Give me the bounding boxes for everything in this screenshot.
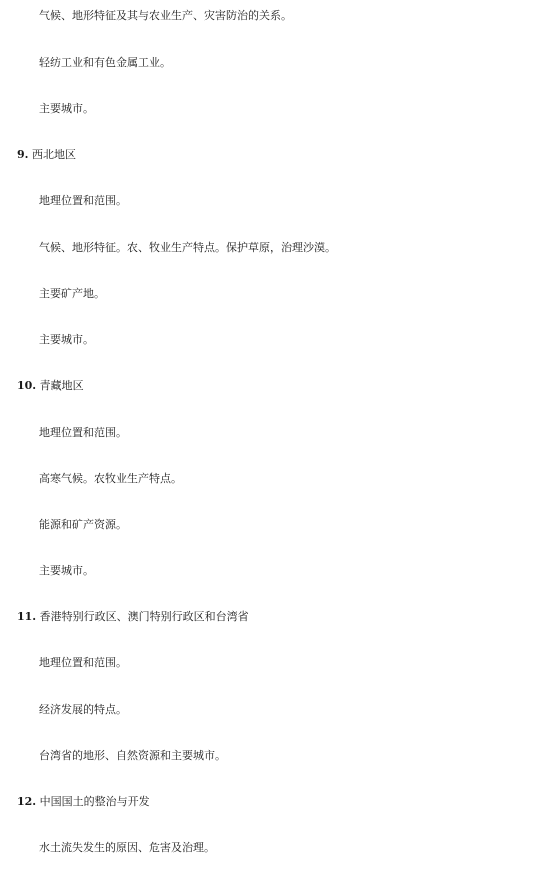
section-heading [17, 795, 150, 809]
section-item: 水土流失发生的原因、危害及治理。 [39, 841, 215, 854]
intro-item: 气候、地形特征及其与农业生产、灾害防治的关系。 [39, 9, 292, 22]
section-item: 主要城市。 [39, 333, 94, 346]
section-number: 11. [17, 610, 37, 623]
section-item: 气候、地形特征。农、牧业生产特点。保护草原，治理沙漠。 [39, 241, 336, 254]
section-heading [17, 379, 84, 393]
section-item: 能源和矿产资源。 [39, 518, 127, 531]
section-heading [17, 610, 249, 624]
section-item: 地理位置和范围。 [39, 656, 127, 669]
section-heading [17, 148, 76, 162]
section-number: 12. [17, 795, 37, 808]
section-item: 台湾省的地形、自然资源和主要城市。 [39, 749, 226, 762]
section-number: 9. [17, 148, 29, 161]
section-title: 香港特别行政区、澳门特别行政区和台湾省 [39, 610, 249, 623]
intro-item: 主要城市。 [39, 102, 94, 115]
section-title: 中国国土的整治与开发 [39, 795, 150, 808]
section-title: 青藏地区 [39, 379, 84, 392]
section-item: 高寒气候。农牧业生产特点。 [39, 472, 182, 485]
section-number: 10. [17, 379, 37, 392]
intro-item: 轻纺工业和有色金属工业。 [39, 56, 171, 69]
section-item: 地理位置和范围。 [39, 426, 127, 439]
section-item: 主要城市。 [39, 564, 94, 577]
section-item: 地理位置和范围。 [39, 194, 127, 207]
section-item: 主要矿产地。 [39, 287, 105, 300]
section-item: 经济发展的特点。 [39, 703, 127, 716]
section-title: 西北地区 [31, 148, 76, 161]
